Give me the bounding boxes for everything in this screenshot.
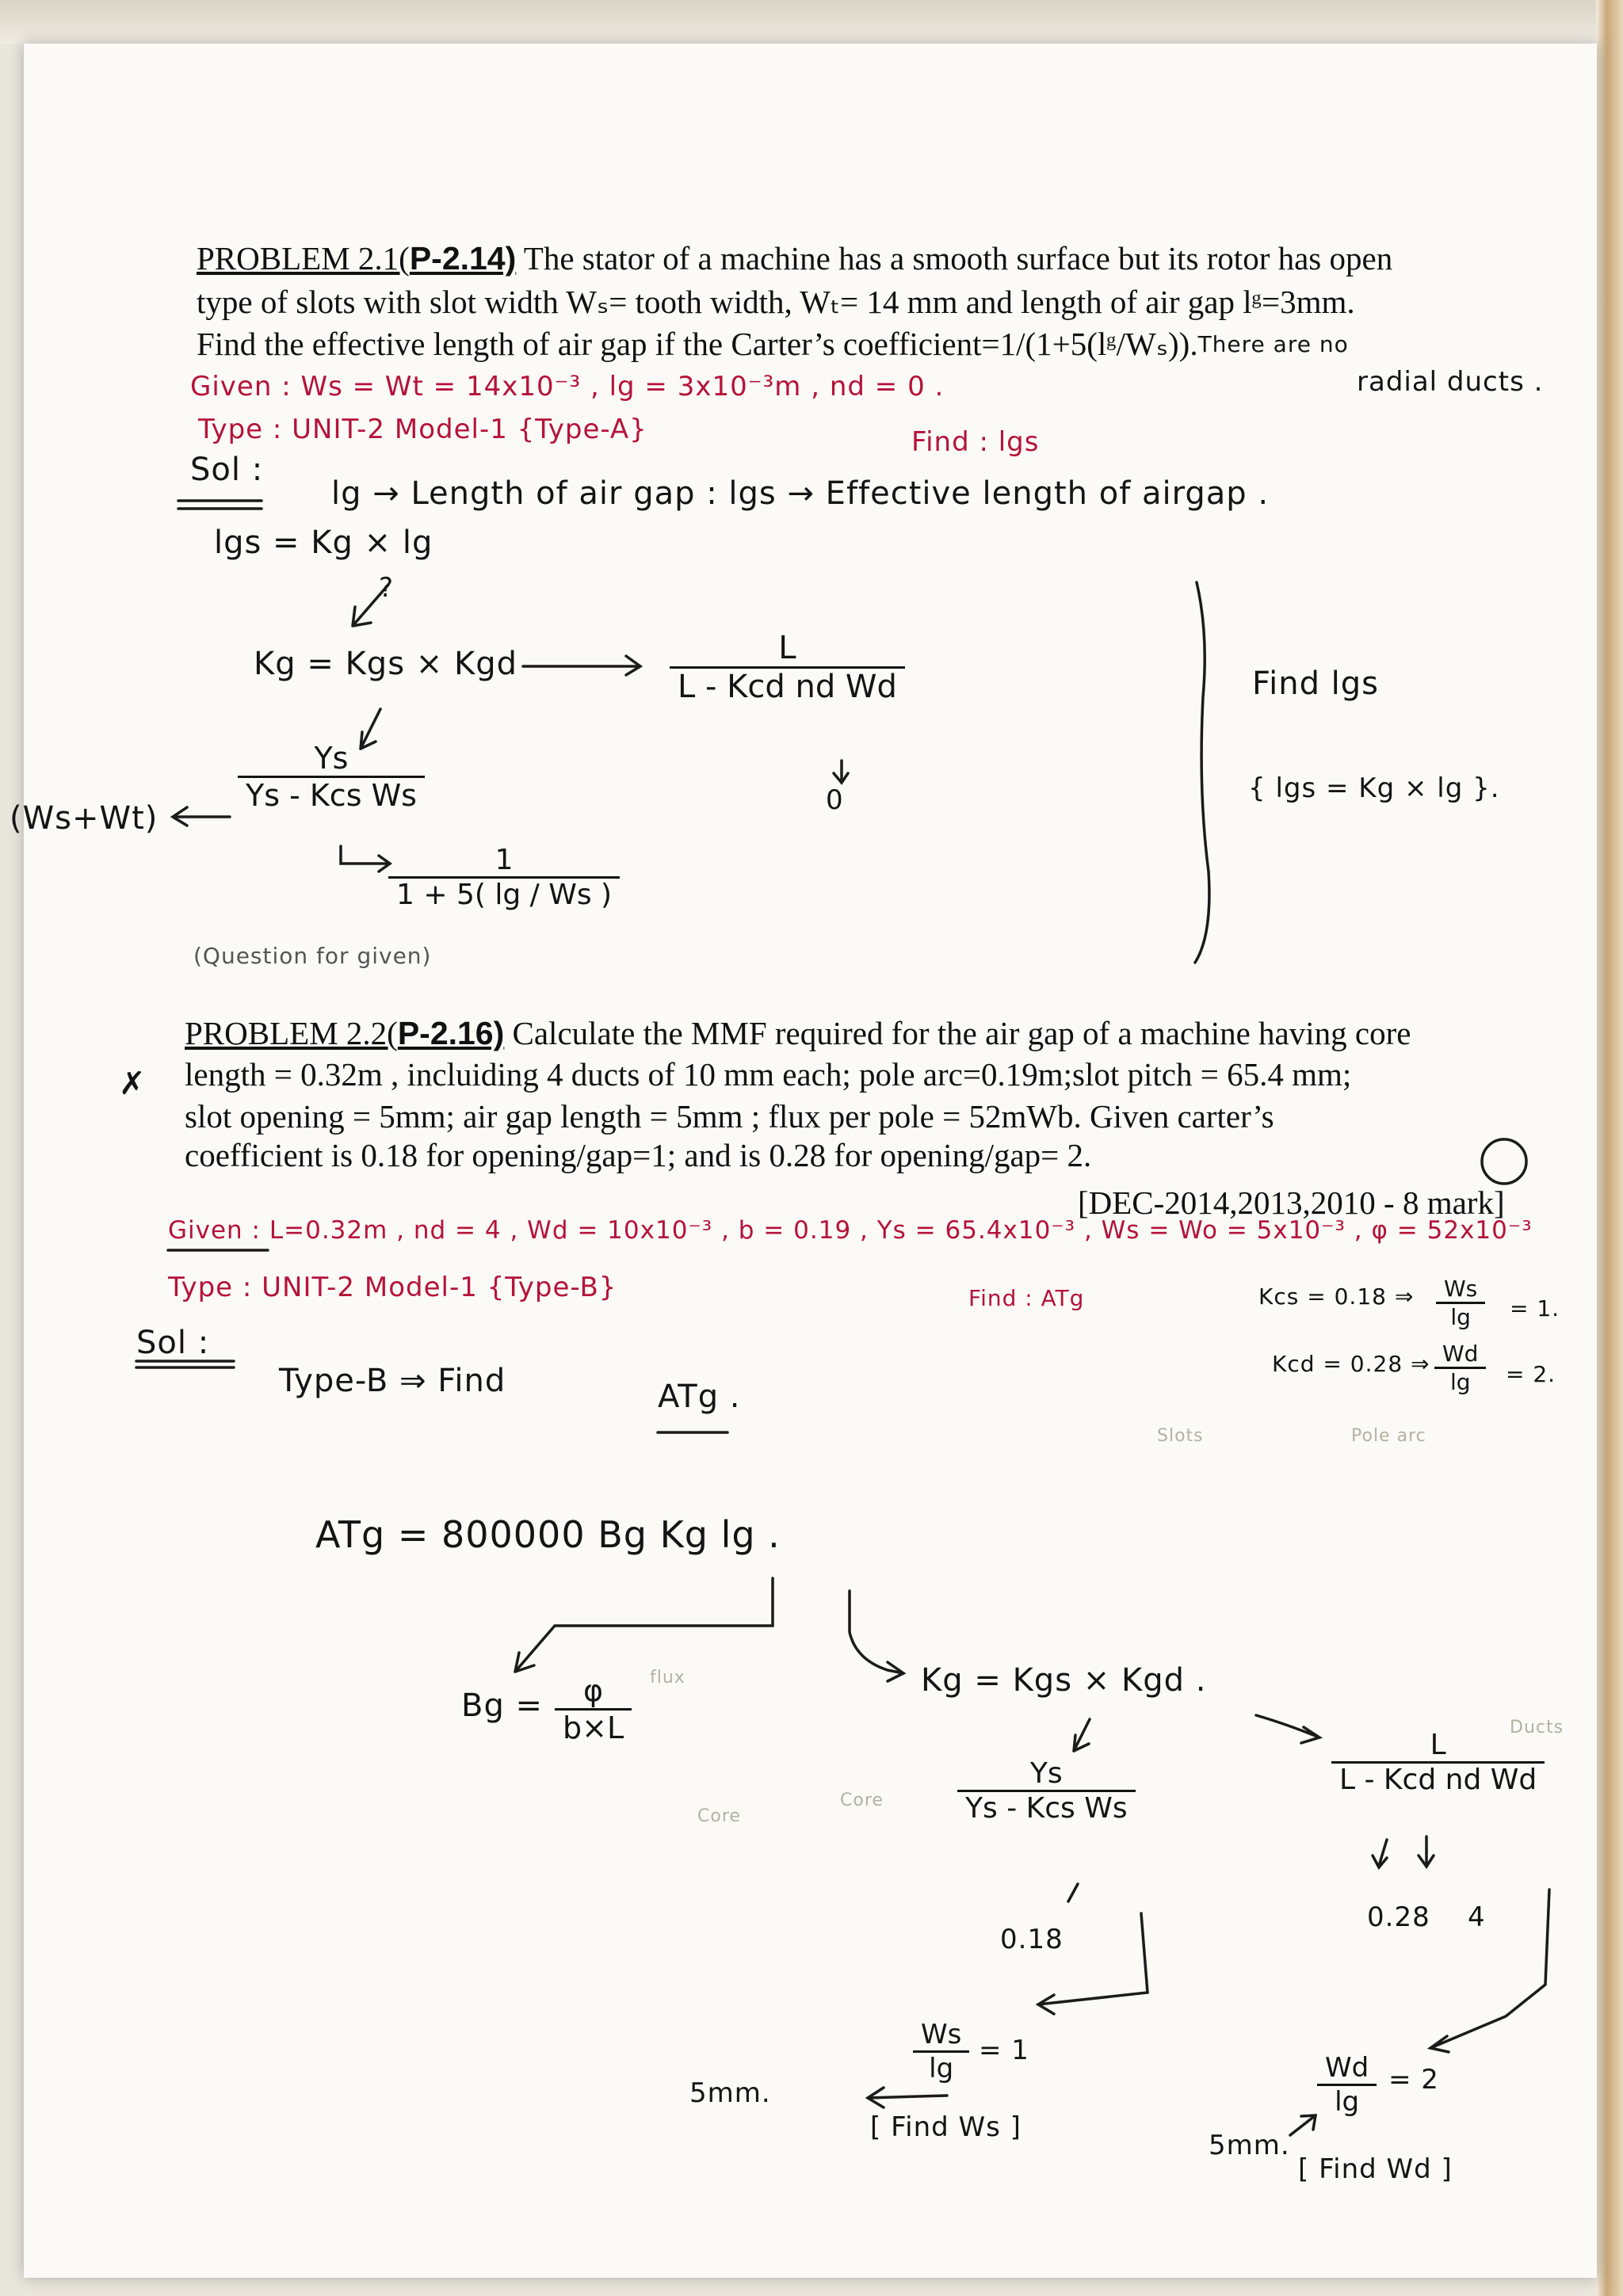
- kcs-ratio-fraction: [1436, 1276, 1485, 1330]
- kcd-ratio-num: Wd: [1434, 1341, 1486, 1369]
- problem-1-kgd-fraction: [670, 630, 905, 705]
- p2-kgd-fraction: [1331, 1729, 1545, 1796]
- problem-1-text-3: Find the effective length of air gap if the Carter’s coefficient=1/(1+5(lᵍ/Wₛ)).: [197, 326, 1198, 362]
- bg-label: Bg =: [461, 1688, 544, 1724]
- problem-1-line-1: [197, 238, 1392, 279]
- kcs-value: Kcs = 0.18 ⇒: [1258, 1283, 1415, 1310]
- side-find-lgs: Find lgs: [1252, 666, 1380, 702]
- p2-kgd-denominator: L - Kcd nd Wd: [1339, 1764, 1537, 1796]
- page-edge: [1596, 0, 1623, 2296]
- wd-ratio-tail: = 2: [1388, 2064, 1439, 2096]
- problem-2-text-1: Calculate the MMF required for the air gap of a machine having core: [504, 1015, 1411, 1051]
- faint-mark-ducts: Ducts: [1510, 1718, 1564, 1737]
- problem-2-line-4: coefficient is 0.18 for opening/gap=1; and is 0.28 for opening/gap= 2.: [185, 1137, 1092, 1173]
- five-mm-left: 5mm.: [689, 2077, 771, 2109]
- problem-1-heading: PROBLEM 2.1(: [197, 240, 410, 277]
- problem-1-note-a: There are no: [1197, 331, 1349, 357]
- ws-ratio-den: lg: [929, 2053, 954, 2084]
- kcs-denominator: 1 + 5( lg / Ws ): [396, 879, 613, 911]
- bg-numerator: φ: [555, 1673, 632, 1711]
- five-mm-right: 5mm.: [1209, 2130, 1290, 2161]
- problem-1-kgs-fraction: [238, 741, 425, 813]
- problem-2-given: Given : L=0.32m , nd = 4 , Wd = 10x10⁻³ , b = 0.19 , Ys = 65.4x10⁻³ , Ws = Wo = 5x10⁻³ , φ = 52x10⁻³: [168, 1216, 1533, 1245]
- kcd-ratio-fraction: [1434, 1341, 1486, 1395]
- problem-1-find: Find : lgs: [911, 426, 1040, 458]
- p2-kgd-numerator: L: [1331, 1729, 1545, 1764]
- p2-kgs-denominator: Ys - Kcs Ws: [965, 1792, 1128, 1825]
- kgs-denominator: Ys - Kcs Ws: [246, 778, 417, 813]
- problem-1-ys: (Ws+Wt): [10, 800, 158, 837]
- problem-2-tag: P-2.16): [397, 1015, 505, 1051]
- problem-1-zero: 0: [826, 784, 844, 816]
- kgs-numerator: Ys: [238, 741, 425, 778]
- problem-1-tag: P-2.14): [409, 240, 517, 277]
- problem-1-line-2: type of slots with slot width Wₛ= tooth width, Wₜ= 14 mm and length of air gap lᵍ=3mm.: [197, 284, 1355, 320]
- problem-2-heading: PROBLEM 2.2(: [185, 1015, 398, 1051]
- problem-1-eq-lgs: lgs = Kg × lg: [214, 524, 433, 561]
- find-wd: [ Find Wd ]: [1298, 2153, 1453, 2185]
- faint-mark-pole-arc: Pole arc: [1351, 1426, 1426, 1446]
- kcd-value: Kcd = 0.28 ⇒: [1272, 1351, 1430, 1377]
- problem-2-sol-label: Sol :: [136, 1325, 210, 1361]
- wd-ratio-fraction: [1317, 2052, 1377, 2118]
- problem-2-line-2: length = 0.32m , incluiding 4 ducts of 10 mm each; pole arc=0.19m;slot pitch = 65.4 mm;: [185, 1056, 1352, 1093]
- problem-1-text-1: The stator of a machine has a smooth surface but its rotor has open: [516, 240, 1393, 277]
- problem-2-find: Find : ATg: [968, 1285, 1085, 1311]
- kcd-ratio-tail: = 2.: [1506, 1361, 1556, 1387]
- problem-2-sol-line: Type-B ⇒ Find: [279, 1363, 506, 1399]
- faint-mark-slots: Slots: [1157, 1426, 1204, 1446]
- p2-kgs-numerator: Ys: [957, 1757, 1136, 1792]
- problem-1-question-note: (Question for given): [193, 943, 432, 969]
- problem-1-given: Given : Ws = Wt = 14x10⁻³ , lg = 3x10⁻³m , nd = 0 .: [190, 371, 945, 402]
- ws-ratio-fraction: [913, 2019, 969, 2084]
- page-top-shadow: [0, 0, 1623, 44]
- star-mark: ✗: [119, 1066, 147, 1102]
- bg-denominator: b×L: [563, 1711, 624, 1745]
- problem-1-kcs-fraction: [388, 844, 620, 911]
- kcs-ratio-den: lg: [1450, 1304, 1471, 1330]
- wd-ratio-den: lg: [1335, 2086, 1360, 2118]
- problem-1-line-3: [197, 323, 1349, 368]
- problem-1-note-b: radial ducts .: [1357, 366, 1544, 398]
- wd-ratio-num: Wd: [1317, 2052, 1377, 2086]
- problem-1-eq-kg: Kg = Kgs × Kgd: [254, 646, 517, 682]
- problem-2-sol-atg: ATg .: [658, 1379, 741, 1415]
- kgd-numerator: L: [670, 630, 905, 669]
- p2-kgs-fraction: [957, 1757, 1136, 1825]
- kcs-0-18: 0.18: [1000, 1924, 1064, 1955]
- nd-4: 4: [1468, 1901, 1486, 1933]
- ws-ratio-tail: = 1: [979, 2035, 1029, 2066]
- kcd-0-28: 0.28: [1367, 1901, 1430, 1933]
- exam-reference: [DEC-2014,2013,2010 - 8 mark]: [1078, 1184, 1505, 1221]
- problem-2-main-equation: ATg = 800000 Bg Kg lg .: [315, 1513, 781, 1556]
- problem-2-line-3: slot opening = 5mm; air gap length = 5mm ; flux per pole = 52mWb. Given carter’s: [185, 1098, 1274, 1135]
- kgd-denominator: L - Kcd nd Wd: [678, 669, 897, 705]
- kcs-ratio-tail: = 1.: [1510, 1295, 1560, 1322]
- problem-2-line-1: [185, 1013, 1411, 1054]
- kcs-ratio-num: Ws: [1436, 1276, 1485, 1304]
- ws-ratio-num: Ws: [913, 2019, 969, 2053]
- problem-2-type: Type : UNIT-2 Model-1 {Type-B}: [168, 1272, 617, 1303]
- problem-1-type: Type : UNIT-2 Model-1 {Type-A}: [198, 414, 647, 445]
- faint-mark-core-2: Core: [840, 1791, 884, 1810]
- kg-equation: Kg = Kgs × Kgd .: [921, 1662, 1207, 1699]
- kcd-ratio-den: lg: [1449, 1369, 1471, 1395]
- side-lgs-equation: { lgs = Kg × lg }.: [1248, 772, 1500, 804]
- problem-1-sol-line: lg → Length of air gap : lgs → Effective length of airgap .: [331, 475, 1270, 512]
- kcs-numerator: 1: [388, 844, 620, 879]
- problem-1-sol-label: Sol :: [190, 452, 264, 488]
- question-mark: ?: [379, 572, 395, 604]
- faint-mark-core: Core: [697, 1806, 741, 1826]
- faint-mark-flux: flux: [650, 1668, 685, 1688]
- bg-fraction: [555, 1673, 632, 1745]
- find-ws: [ Find Ws ]: [870, 2111, 1022, 2143]
